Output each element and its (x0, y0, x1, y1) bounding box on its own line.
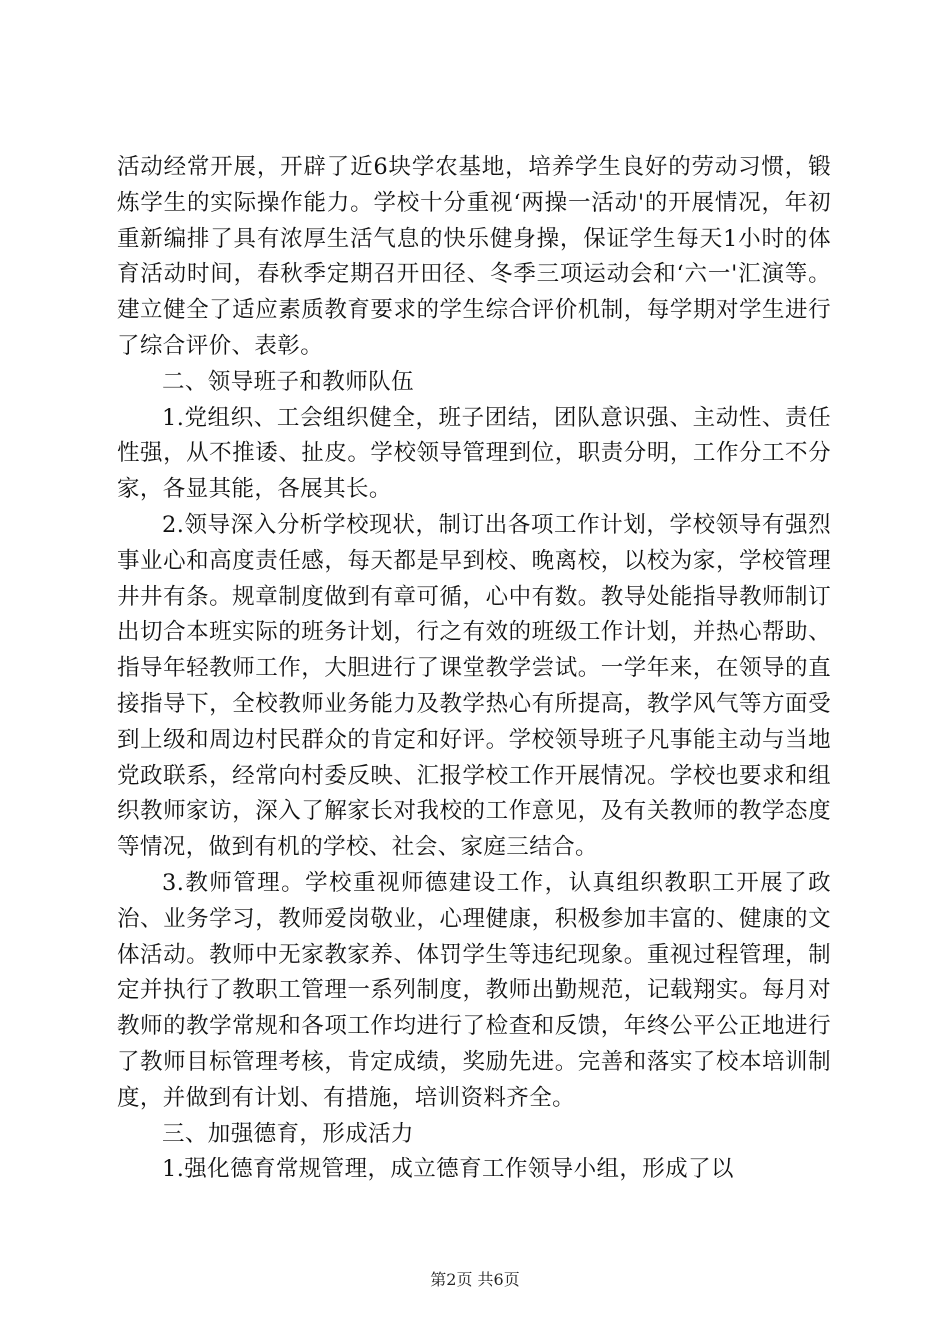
paragraph-2-2: 2.领导深入分析学校现状，制订出各项工作计划，学校领导有强烈事业心和高度责任感，每天都是早到校、晚离校，以校为家，学校管理井井有条。规章制度做到有章可循，心中有数。教导处能指导教师制订出切合本班实际的班务计划，行之有效的班级工作计划，并热心帮助、指导年轻教师工作，大胆进行了课堂教学尝试。一学年来，在领导的直接指导下，全校教师业务能力及教学热心有所提高，教学风气等方面受到上级和周边村民群众的肯定和好评。学校领导班子凡事能主动与当地党政联系，经常向村委反映、汇报学校工作开展情况。学校也要求和组织教师家访，深入了解家长对我校的工作意见，及有关教师的教学态度等情况，做到有机的学校、社会、家庭三结合。 (117, 511, 831, 861)
paragraph-3-1: 1.强化德育常规管理，成立德育工作领导小组，形成了以 (162, 1156, 734, 1183)
paragraph-2-3: 3.教师管理。学校重视师德建设工作，认真组织教职工开展了政治、业务学习，教师爱岗敬业，心理健康，积极参加丰富的、健康的文体活动。教师中无家教家养、体罚学生等违纪现象。重视过程管理，制定并执行了教职工管理一系列制度，教师出勤规范，记载翔实。每月对教师的教学常规和各项工作均进行了检查和反馈，年终公平公正地进行了教师目标管理考核，肯定成绩，奖励先进。完善和落实了校本培训制度，并做到有计划、有措施，培训资料齐全。 (117, 869, 831, 1111)
paragraph-2-1: 1.党组织、工会组织健全，班子团结，团队意识强、主动性、责任性强，从不推诿、扯皮。学校领导管理到位，职责分明，工作分工不分家，各显其能，各展其长。 (117, 404, 831, 503)
page-number-footer: 第2页 共6页 (430, 1270, 520, 1289)
section-heading-3: 三、加强德育，形成活力 (162, 1120, 414, 1147)
section-heading-2: 二、领导班子和教师队伍 (162, 368, 414, 395)
paragraph-continued: 活动经常开展，开辟了近6块学农基地，培养学生良好的劳动习惯，锻炼学生的实际操作能力。学校十分重视‘两操一活动'的开展情况，年初重新编排了具有浓厚生活气息的快乐健身操，保证学生每天1小时的体育活动时间，春秋季定期召开田径、冬季三项运动会和‘六一'汇演等。建立健全了适应素质教育要求的学生综合评价机制，每学期对学生进行了综合评价、表彰。 (117, 154, 831, 359)
document-body (117, 150, 831, 1188)
